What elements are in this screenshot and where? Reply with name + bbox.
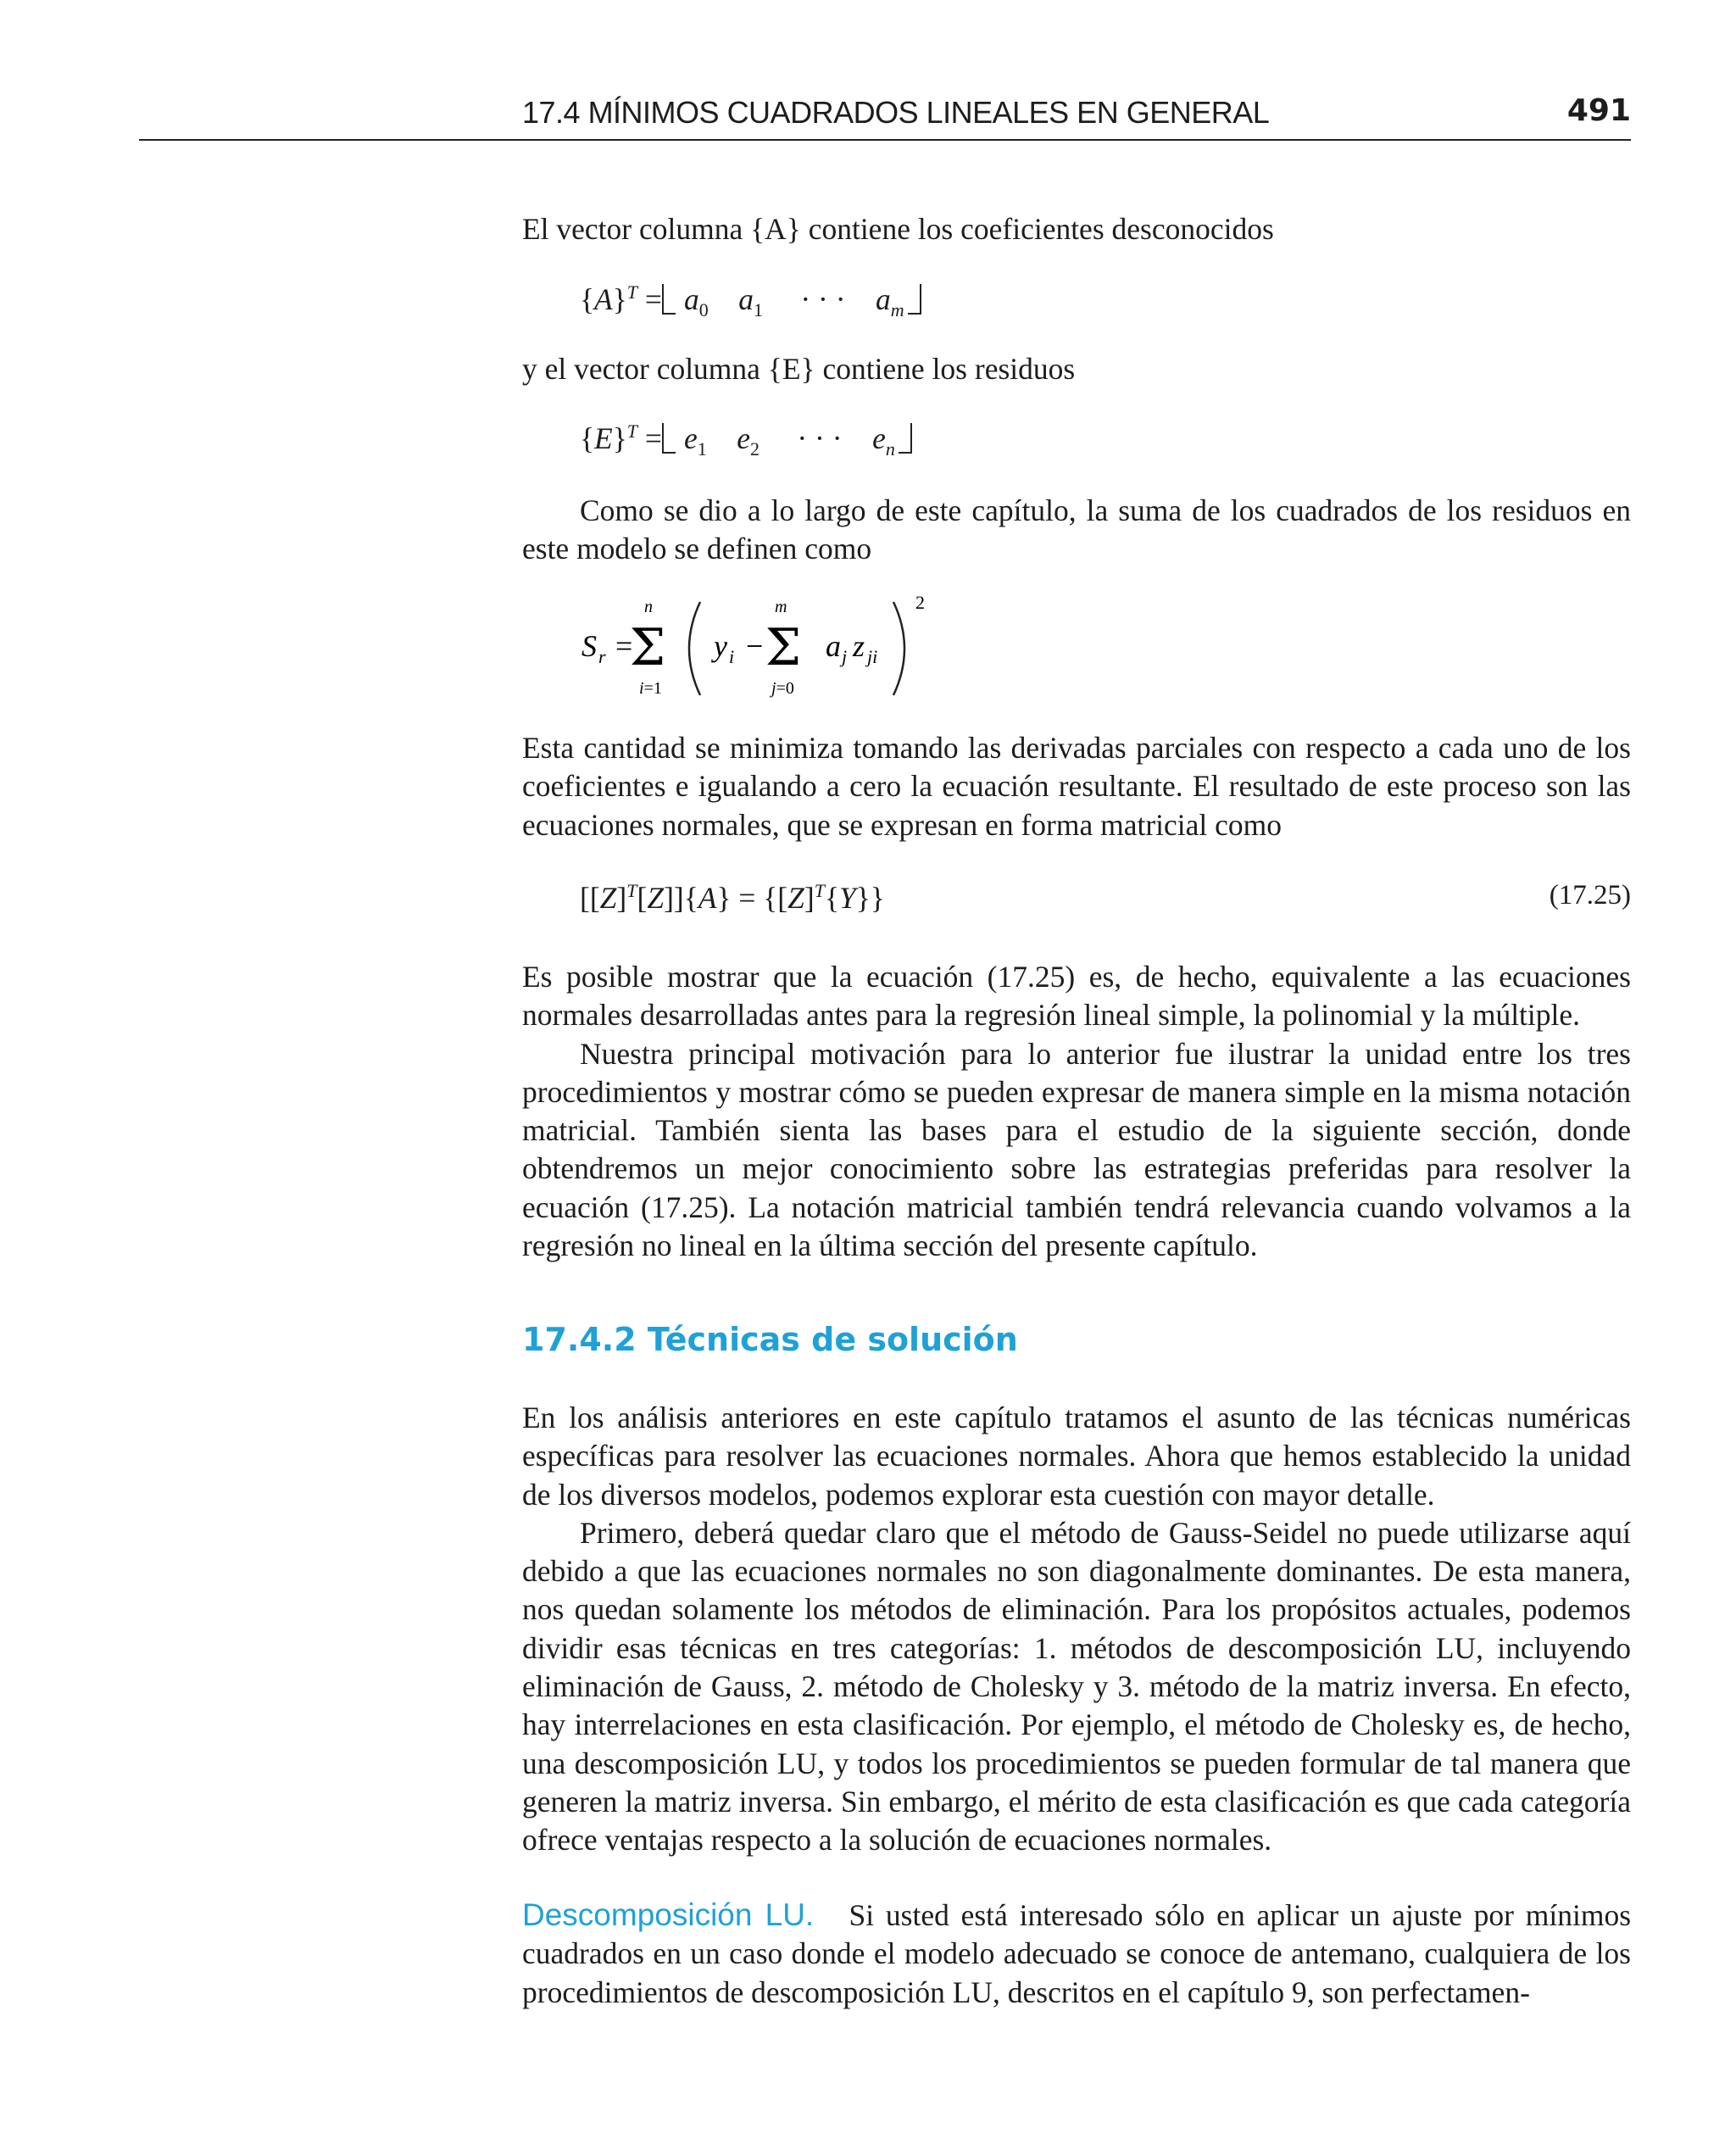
svg-text:j=0: j=0 <box>771 679 794 698</box>
svg-text:Σ: Σ <box>765 618 802 677</box>
svg-text:=: = <box>615 629 633 663</box>
svg-text:−: − <box>746 629 764 663</box>
running-header <box>139 92 1631 141</box>
svg-text:j: j <box>842 646 848 667</box>
section-heading: 17.4.2 Técnicas de solución <box>522 1321 1018 1358</box>
svg-text:n: n <box>644 598 653 616</box>
paragraph-7-8 <box>522 1399 1631 1860</box>
svg-text:y: y <box>714 629 727 663</box>
svg-text:Σ: Σ <box>629 618 666 677</box>
runin-heading: Descomposición LU. <box>522 1897 815 1932</box>
equation-vector-a: $\{A\}^T = a_0$ $a_1$ · · · $a_m$ <box>580 281 921 321</box>
svg-text:S: S <box>581 629 597 663</box>
equation-number: (17.25) <box>1549 880 1631 911</box>
equation-normal-block <box>522 880 1631 922</box>
svg-text:r: r <box>598 646 606 667</box>
paragraph-7-text: En los análisis anteriores en este capítulo tratamos el asunto de las técnicas numéricas específicas para resolver las ecuaciones normales. Ahora que hemos establecido la unidad de los diversos modelos, podemos explorar esta cuestión con mayor detalle. <box>522 1401 1631 1512</box>
svg-text:m: m <box>775 598 787 616</box>
paragraph-5-text: Es posible mostrar que la ecuación (17.25) es, de hecho, equivalente a las ecuaciones normales desarrolladas antes para la regresión lineal simple, la polinomial y la múltiple. <box>522 960 1631 1033</box>
paragraph-1-text: El vector columna {A} contiene los coeficientes desconocidos <box>522 212 1274 246</box>
paragraph-1 <box>522 210 1631 248</box>
paragraph-4 <box>522 729 1631 844</box>
svg-text:z: z <box>853 629 865 663</box>
paragraph-6-text: Nuestra principal motivación para lo anterior fue ilustrar la unidad entre los tres procedimientos y mostrar cómo se pueden expresar de manera simple en la misma notación matricial. También sienta las bases para el estudio de la siguiente sección, donde obtendremos un mejor conocimiento sobre las estrategias preferidas para resolver la ecuación (17.25). La notación matricial también tendrá relevancia cuando volvamos a la regresión no lineal en la última sección del presente capítulo. <box>522 1036 1631 1263</box>
paragraph-3 <box>522 492 1631 569</box>
paragraph-2 <box>522 350 1631 388</box>
paragraph-9-text: Si usted está interesado sólo en aplicar un ajuste por mínimos cuadrados en un caso donde el modelo adecuado se conoce de antemano, cualquiera de los procedimientos de descomposición LU, descritos en el capítulo 9, son perfectamen- <box>522 1898 1632 2009</box>
svg-text:i=1: i=1 <box>639 679 662 698</box>
paragraph-8-text: Primero, deberá quedar claro que el método de Gauss-Seidel no puede utilizarse aquí debido a que las ecuaciones normales no son diagonalmente dominantes. De esta manera, nos quedan solamente los métodos de eliminación. Para los propósitos actuales, podemos dividir esas técnicas en tres categorías: 1. métodos de descomposición LU, incluyendo eliminación de Gauss, 2. método de Cholesky y 3. método de la matriz inversa. En efecto, hay interrelaciones en esta clasificación. Por ejemplo, el método de Cholesky es, de hecho, una descomposición LU, y todos los procedimientos se pueden formular de tal manera que generen la matriz inversa. Sin embargo, el mérito de esta clasificación es que cada categoría ofrece ventajas respecto a la solución de ecuaciones normales. <box>522 1515 1631 1858</box>
paragraph-9 <box>522 1896 1631 2012</box>
svg-text:i: i <box>729 646 735 667</box>
svg-text:a: a <box>826 629 841 663</box>
equation-normal: $[[Z]^T[Z]]\{A\} = \{[Z]^T\{Y\}\}$ <box>580 880 885 915</box>
equation-sum-squares <box>576 585 949 712</box>
paragraph-2-text: y el vector columna {E} contiene los residuos <box>522 352 1076 386</box>
paragraph-5-6 <box>522 958 1631 1265</box>
paragraph-9-block <box>522 1896 1631 2012</box>
paragraph-3-text: Como se dio a lo largo de este capítulo, la suma de los cuadrados de los residuos en este modelo se definen como <box>522 493 1631 566</box>
page-number: 491 <box>1566 93 1631 128</box>
equation-vector-e: $\{E\}^T = e_1$ $e_2$ · · · $e_n$ <box>580 421 912 460</box>
paragraph-4-text: Esta cantidad se minimiza tomando las derivadas parciales con respecto a cada uno de los coeficientes e igualando a cero la ecuación resultante. El resultado de este proceso son las ecuaciones normales, que se expresan en forma matricial como <box>522 731 1631 842</box>
svg-text:ji: ji <box>867 646 878 667</box>
svg-text:2: 2 <box>915 592 925 613</box>
header-section-title: 17.4 MÍNIMOS CUADRADOS LINEALES EN GENERAL <box>522 95 1270 130</box>
